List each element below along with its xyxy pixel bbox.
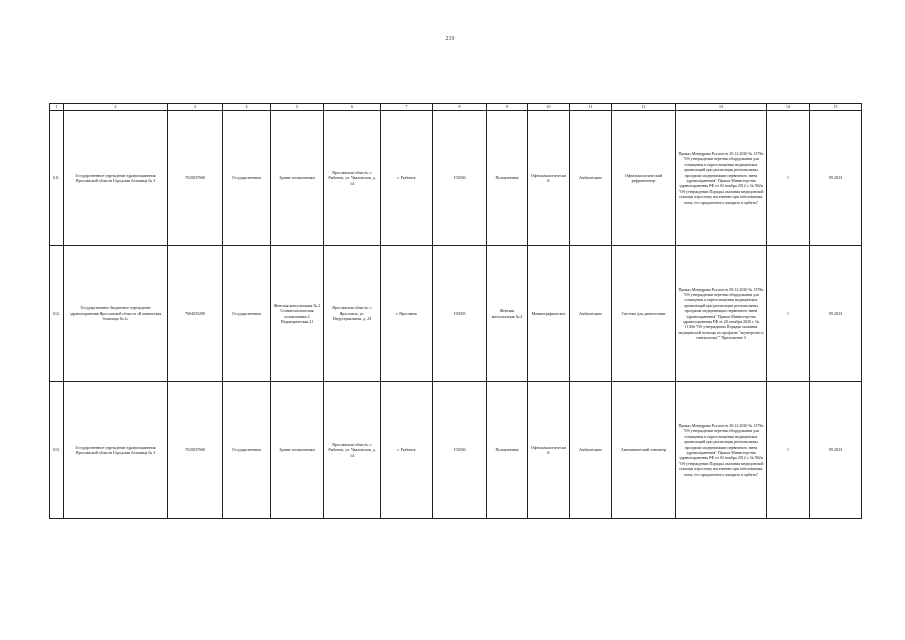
care-type: Амбулаторно — [570, 111, 612, 246]
row-number: 613. — [50, 382, 64, 519]
header-row — [50, 104, 862, 111]
inn: 7604035290 — [168, 246, 223, 382]
table-row — [50, 111, 862, 246]
department: Поликлиника — [487, 111, 528, 246]
table-row — [50, 382, 862, 519]
header-cell-13: 13 — [676, 104, 767, 111]
delivery-date: 09.2023 — [810, 246, 862, 382]
service-profile: Маммографическое — [528, 246, 570, 382]
header-cell-3: 3 — [168, 104, 223, 111]
postal-code: 150035 — [433, 246, 487, 382]
header-cell-14: 14 — [767, 104, 810, 111]
address: Ярославская область, г. Рыбинск, ул. Чкаловская, д. 14 — [324, 111, 381, 246]
care-type: Амбулаторно — [570, 246, 612, 382]
equipment-name: Автоматический тонометр — [612, 382, 676, 519]
header-cell-5: 5 — [271, 104, 324, 111]
header-cell-15: 15 — [810, 104, 862, 111]
service-profile: Офтальмологический — [528, 382, 570, 519]
header-cell-2: 2 — [64, 104, 168, 111]
ownership-form: Государственная — [223, 111, 271, 246]
address: Ярославская область, г. Рыбинск, ул. Чкаловская, д. 14 — [324, 382, 381, 519]
row-number: 612. — [50, 246, 64, 382]
header-cell-12: 12 — [612, 104, 676, 111]
header-cell-7: 7 — [381, 104, 433, 111]
header-cell-6: 6 — [324, 104, 381, 111]
organization-name: Государственное учреждение здравоохранения Ярославской области Городская больница № 3 — [64, 111, 168, 246]
header-cell-9: 9 — [487, 104, 528, 111]
header-cell-4: 4 — [223, 104, 271, 111]
equipment-table — [49, 103, 862, 519]
city: г. Рыбинск — [381, 382, 433, 519]
header-cell-1: 1 — [50, 104, 64, 111]
legal-basis: Приказ Минздрава России от 09.12.2020 № 1378н "Об утверждении перечня оборудования для оснащения и переоснащения медицинских организаций при реализации региональных программ модернизации первичного звена здравоохранения" Приказ Министерства здравоохранения РФ от 20 октября 2020 г. № 1130н "Об утверждении Порядка оказания медицинской помощи по профилю "акушерство и гинекология"" Приложение 3 — [676, 246, 767, 382]
quantity: 1 — [767, 382, 810, 519]
equipment-name: Система для диагностики — [612, 246, 676, 382]
quantity: 1 — [767, 111, 810, 246]
organization-name: Государственное учреждение здравоохранения Ярославской области Городская больница № 3 — [64, 382, 168, 519]
building-name: Здание поликлиники — [271, 382, 324, 519]
delivery-date: 09.2023 — [810, 111, 862, 246]
department: Женская консультация № 2 — [487, 246, 528, 382]
address: Ярославская область, г. Ярославль, ул. Индустриальная, д. 23 — [324, 246, 381, 382]
inn: 7610037669 — [168, 382, 223, 519]
legal-basis: Приказ Минздрава России от 28.12.2020 № 1379н "Об утверждении перечня оборудования для оснащения и переоснащения медицинских организаций при реализации региональных программ модернизации первичного звена здравоохранения" Приказ Министерства здравоохранения РФ от 02 ноября 2012 г. № 902н "Об утверждении Порядка оказания медицинской помощи взрослому населению при заболеваниях глаза, его придаточного аппарата и орбиты" — [676, 382, 767, 519]
header-cell-10: 10 — [528, 104, 570, 111]
building-name: Женская консультация № 2 Стоматологическая поликлиника 2 Педиатрическая 21 — [271, 246, 324, 382]
row-number: 611. — [50, 111, 64, 246]
ownership-form: Государственная — [223, 246, 271, 382]
page-number: 219 — [445, 36, 455, 42]
service-profile: Офтальмологический — [528, 111, 570, 246]
city: г. Рыбинск — [381, 111, 433, 246]
equipment-name: Офтальмологический рефрактометр — [612, 111, 676, 246]
care-type: Амбулаторно — [570, 382, 612, 519]
ownership-form: Государственная — [223, 382, 271, 519]
postal-code: 152936 — [433, 382, 487, 519]
delivery-date: 09.2023 — [810, 382, 862, 519]
quantity: 1 — [767, 246, 810, 382]
table-row — [50, 246, 862, 382]
city: г. Ярославль — [381, 246, 433, 382]
legal-basis: Приказ Минздрава России от 29.12.2020 № 1379н "Об утверждении перечня оборудования для оснащения и переоснащения медицинских организаций при реализации региональных программ модернизации первичного звена здравоохранения" Приказ Министерства здравоохранения РФ от 02 ноября 2012 г. № 902н "Об утверждении Порядка оказания медицинской помощи взрослому населению при заболеваниях глаза, его придаточного аппарата и орбиты" — [676, 111, 767, 246]
header-cell-8: 8 — [433, 104, 487, 111]
building-name: Здание поликлиники — [271, 111, 324, 246]
organization-name: Государственное бюджетное учреждение здравоохранения Ярославской области «Клиническая больница № 2» — [64, 246, 168, 382]
inn: 7610037669 — [168, 111, 223, 246]
header-cell-11: 11 — [570, 104, 612, 111]
department: Поликлиника — [487, 382, 528, 519]
postal-code: 152936 — [433, 111, 487, 246]
